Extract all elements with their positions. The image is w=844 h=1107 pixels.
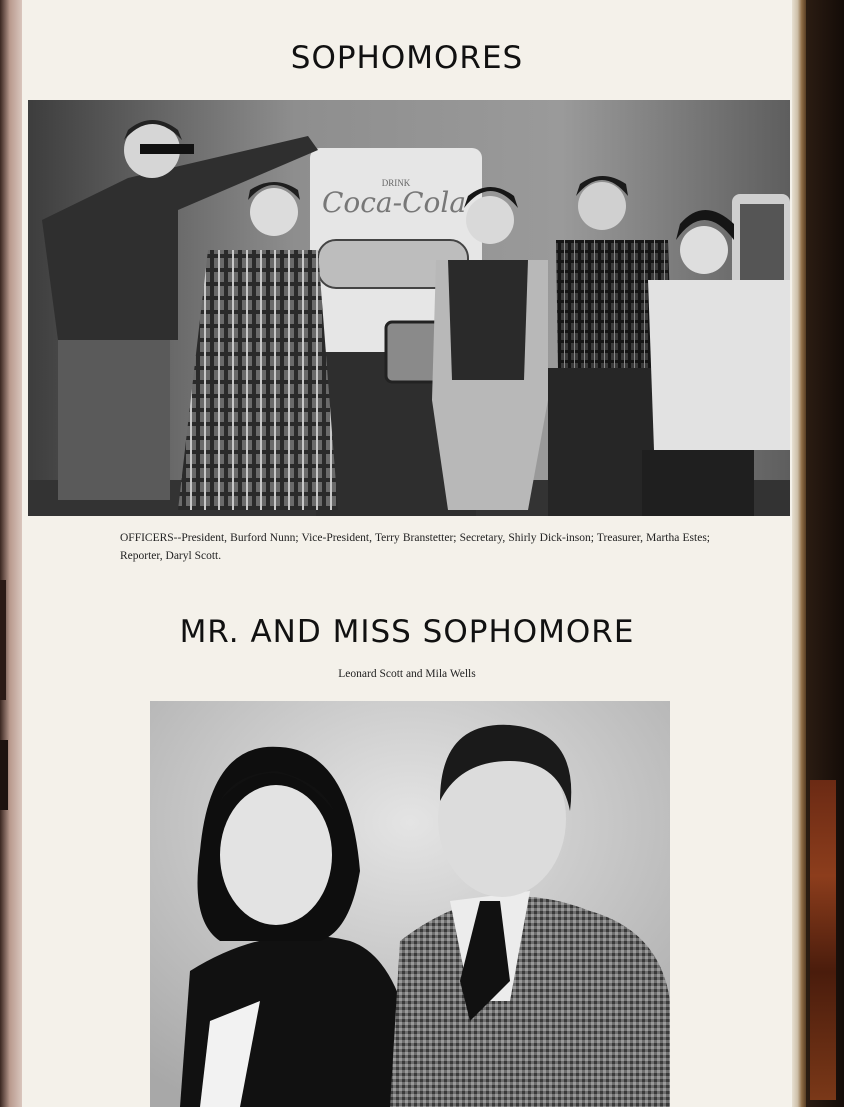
yearbook-page: [22, 0, 792, 1107]
section-caption: Leonard Scott and Mila Wells: [338, 668, 476, 680]
mr-miss-sophomore-portrait: [150, 701, 670, 1107]
officers-caption: OFFICERS--President, Burford Nunn; Vice-President, Terry Branstetter; Secretary, Shirly Dick-inson; Treasurer, Martha Estes; Reporter, Daryl Scott.: [120, 532, 710, 562]
coca-cola-sign: Coca-Cola: [321, 186, 467, 219]
binding-mark: [0, 740, 8, 810]
table-surface: [810, 780, 836, 1100]
book-cover-edge: [806, 0, 844, 1107]
sign-small-text: DRINK: [381, 178, 411, 188]
book-binding-left: [0, 0, 22, 1107]
binding-mark: [0, 580, 6, 700]
page-edge: [792, 0, 806, 1107]
section-title: MR. AND MISS SOPHOMORE: [179, 614, 635, 650]
officers-group-photo: [28, 100, 790, 516]
page-title: SOPHOMORES: [290, 40, 524, 76]
